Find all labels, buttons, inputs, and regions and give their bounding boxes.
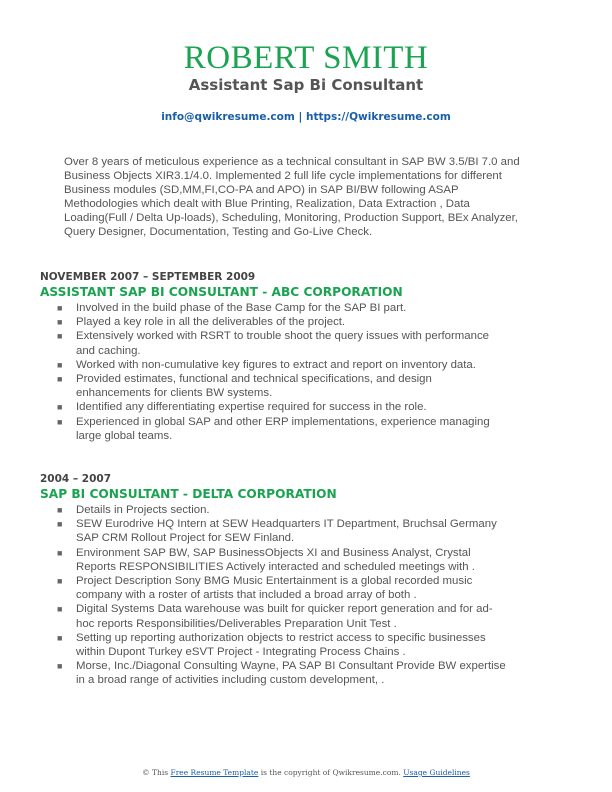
list-item: [40, 602, 506, 630]
bullet-text: Details in Projects section.: [76, 504, 210, 516]
footer: [0, 768, 612, 777]
email-link[interactable]: info@qwikresume.com: [161, 111, 295, 123]
list-item: [40, 372, 506, 400]
website-link[interactable]: https://Qwikresume.com: [305, 111, 451, 123]
bullet-icon: ■: [57, 547, 63, 558]
job-entry: [40, 271, 540, 443]
job-date: 2004 – 2007: [40, 473, 112, 485]
bullet-text: Setting up reporting authorization objects to restrict access to specific businesses within Dupont Turkey eSVT Project - Integrating Process Chains .: [76, 631, 486, 659]
list-item: [40, 546, 506, 574]
footer-text: is the copyright of Qwikresume.com.: [258, 768, 404, 777]
bullet-icon: ■: [57, 317, 63, 328]
list-item: [40, 503, 506, 517]
bullet-text: Experienced in global SAP and other ERP implementations, experience managing large global teams.: [76, 415, 490, 442]
bullet-text: Digital Systems Data warehouse was built for quicker report generation and for ad-hoc reports Responsibilities/Deliverables Preparation Unit Test .: [76, 603, 493, 630]
list-item: [40, 415, 506, 443]
job-bullets: [40, 301, 540, 443]
job-entry: [40, 473, 540, 688]
job-title: ASSISTANT SAP BI CONSULTANT - ABC CORPORATION: [40, 285, 403, 299]
contact-line: [0, 111, 612, 123]
bullet-text: Morse, Inc./Diagonal Consulting Wayne, PA SAP BI Consultant Provide BW expertise in a broad range of activities including custom development, .: [76, 660, 506, 687]
list-item: [40, 631, 506, 659]
bullet-icon: ■: [57, 359, 63, 370]
bullet-text: Worked with non-cumulative key figures to extract and report on inventory data.: [76, 358, 476, 371]
list-item: [40, 358, 506, 372]
bullet-text: Provided estimates, functional and technical specifications, and design enhancements for clients BW systems.: [76, 373, 432, 400]
usage-guidelines-link[interactable]: Usage Guidelines: [403, 768, 470, 777]
summary: Over 8 years of meticulous experience as a technical consultant in SAP BW 3.5/BI 7.0 and Business Objects XIR3.1/4.0. Implemented 2 full life cycle implementations for different Business modules (SD,MM,FI,CO-PA and APO) in SAP BI/BW following ASAP Methodologies which dealt with Blue Printing, Realization, Data Extraction , Data Loading(Full / Delta Up-loads), Scheduling, Monitoring, Production Support, BEx Analyzer, Query Designer, Documentation, Testing and Go-Live Check.: [64, 156, 520, 238]
bullet-text: Played a key role in all the deliverables of the project.: [76, 316, 346, 329]
bullet-icon: ■: [57, 604, 63, 615]
list-item: [40, 574, 506, 602]
list-item: [40, 517, 506, 545]
bullet-icon: ■: [57, 303, 63, 313]
bullet-icon: ■: [57, 402, 63, 413]
list-item: [40, 301, 506, 315]
bullet-icon: ■: [57, 519, 63, 530]
job-bullets: [40, 503, 540, 688]
bullet-text: Project Description Sony BMG Music Entertainment is a global recorded music company with a roster of artists that included a broad array of both .: [76, 575, 473, 602]
bullet-icon: ■: [57, 331, 63, 342]
footer-text: © This: [142, 768, 171, 777]
bullet-icon: ■: [57, 416, 63, 427]
list-item: [40, 659, 506, 687]
bullet-icon: ■: [57, 576, 63, 587]
job-date: NOVEMBER 2007 – SEPTEMBER 2009: [40, 271, 256, 283]
bullet-text: Involved in the build phase of the Base Camp for the SAP BI part.: [76, 302, 407, 314]
list-item: [40, 329, 506, 357]
job-title: SAP BI CONSULTANT - DELTA CORPORATION: [40, 487, 337, 501]
bullet-icon: ■: [57, 374, 63, 385]
separator: |: [294, 111, 306, 123]
bullet-icon: ■: [57, 505, 63, 515]
bullet-text: SEW Eurodrive HQ Intern at SEW Headquarters IT Department, Bruchsal Germany SAP CRM Rollout Project for SEW Finland.: [76, 518, 497, 545]
free-resume-template-link[interactable]: Free Resume Template: [170, 768, 259, 777]
list-item: [40, 315, 506, 329]
candidate-title: Assistant Sap Bi Consultant: [188, 76, 424, 94]
bullet-icon: ■: [57, 632, 63, 643]
candidate-name: ROBERT SMITH: [183, 40, 429, 76]
list-item: [40, 400, 506, 414]
bullet-text: Environment SAP BW, SAP BusinessObjects XI and Business Analyst, Crystal Reports RESPONSIBILITIES Actively interacted and scheduled meetings with .: [76, 546, 475, 573]
bullet-text: Identified any differentiating expertise required for success in the role.: [76, 401, 427, 414]
bullet-text: Extensively worked with RSRT to trouble shoot the query issues with performance and caching.: [76, 330, 489, 357]
bullet-icon: ■: [57, 661, 63, 672]
